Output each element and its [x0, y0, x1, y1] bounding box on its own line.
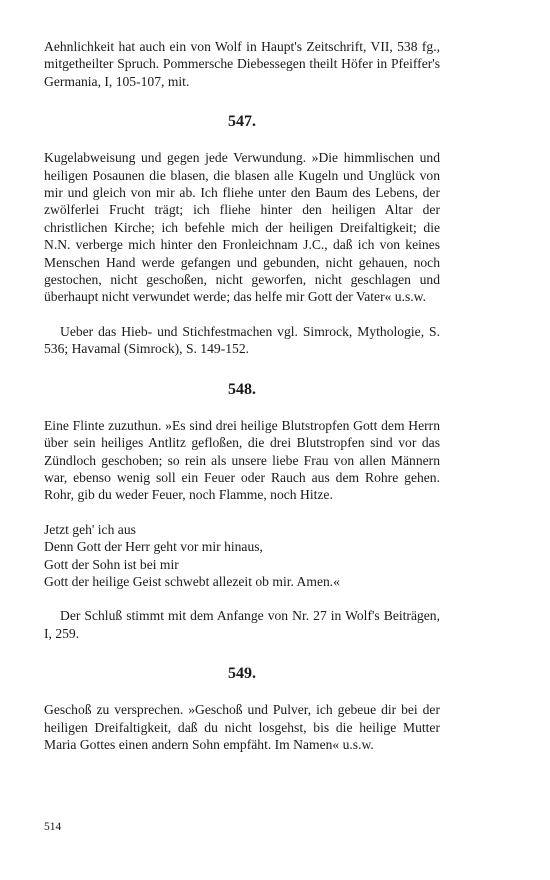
spacer [44, 590, 440, 607]
section-text-547: Kugelabweisung und gegen jede Verwundung. »Die himmlischen und heiligen Posaunen die blasen, die blasen alle Kugeln und Unglück von mir und gleich von mir ab. Ich fliehe unter den Baum des Lebens, der zwölferlei Frucht trägt; ich fliehe hinter den heiligen Altar der christlichen Kirche; ich befehle mich der heiligen Dreifaltigkeit; die N.N. verberge mich hinter den Fronleichnam J.C., daß ich von keines Menschen Hand werde gefangen und gebunden, nicht gehauen, noch gestochen, nicht geschoßen, nicht geworfen, nicht geschlagen und überhaupt nicht verwundet werde; das helfe mir Gott der Vater« u.s.w. [44, 150, 440, 305]
section-number-548: 548. [228, 380, 256, 398]
section-number-547: 547. [228, 113, 256, 131]
section-text-549: Geschoß zu versprechen. »Geschoß und Pulver, ich gebeue dir bei der heiligen Dreifaltigkeit, daß du nicht losgehst, bis die heilige Mutter Maria Gottes einen andern Sohn empfäht. Im Namen« u.s.w. [44, 702, 440, 752]
spacer [44, 90, 440, 112]
intro-paragraph: Aehnlichkeit hat auch ein von Wolf in Haupt's Zeitschrift, VII, 538 fg., mitgetheilter Spruch. Pommersche Diebessegen theilt Höfer in Pfeiffer's Germania, I, 105-107, mit. [44, 39, 440, 89]
spacer [44, 358, 440, 380]
verse-line: Jetzt geh' ich aus [44, 521, 136, 537]
verse-line: Gott der heilige Geist schwebt allezeit ob mir. Amen.« [44, 573, 340, 589]
verse-block [44, 521, 440, 591]
spacer [44, 642, 440, 664]
spacer [44, 306, 440, 323]
page-text [44, 38, 440, 753]
spacer [44, 132, 440, 149]
verse-line: Denn Gott der Herr geht vor mir hinaus, [44, 539, 263, 555]
section-note-547: Ueber das Hieb- und Stichfestmachen vgl. Simrock, Mythologie, S. 536; Havamal (Simrock), S. 149-152. [44, 323, 440, 357]
spacer [44, 684, 440, 701]
spacer [44, 504, 440, 521]
section-note-548: Der Schluß stimmt mit dem Anfange von Nr. 27 in Wolf's Beiträgen, I, 259. [44, 608, 440, 641]
section-text-548: Eine Flinte zuzuthun. »Es sind drei heilige Blutstropfen Gott dem Herrn über sein heiliges Antlitz gefloßen, die drei Blutstropfen sind vor das Zündloch geschoben; so rein als unsere liebe Frau von allen Männern war, ebenso wenig soll ein Feuer oder Rauch aus dem Rohre gehen. Rohr, gib du weder Feuer, noch Flamme, noch Hitze. [44, 417, 440, 503]
spacer [44, 400, 440, 417]
section-number-549: 549. [228, 665, 256, 683]
verse-line: Gott der Sohn ist bei mir [44, 556, 179, 572]
page-number: 514 [44, 821, 62, 833]
